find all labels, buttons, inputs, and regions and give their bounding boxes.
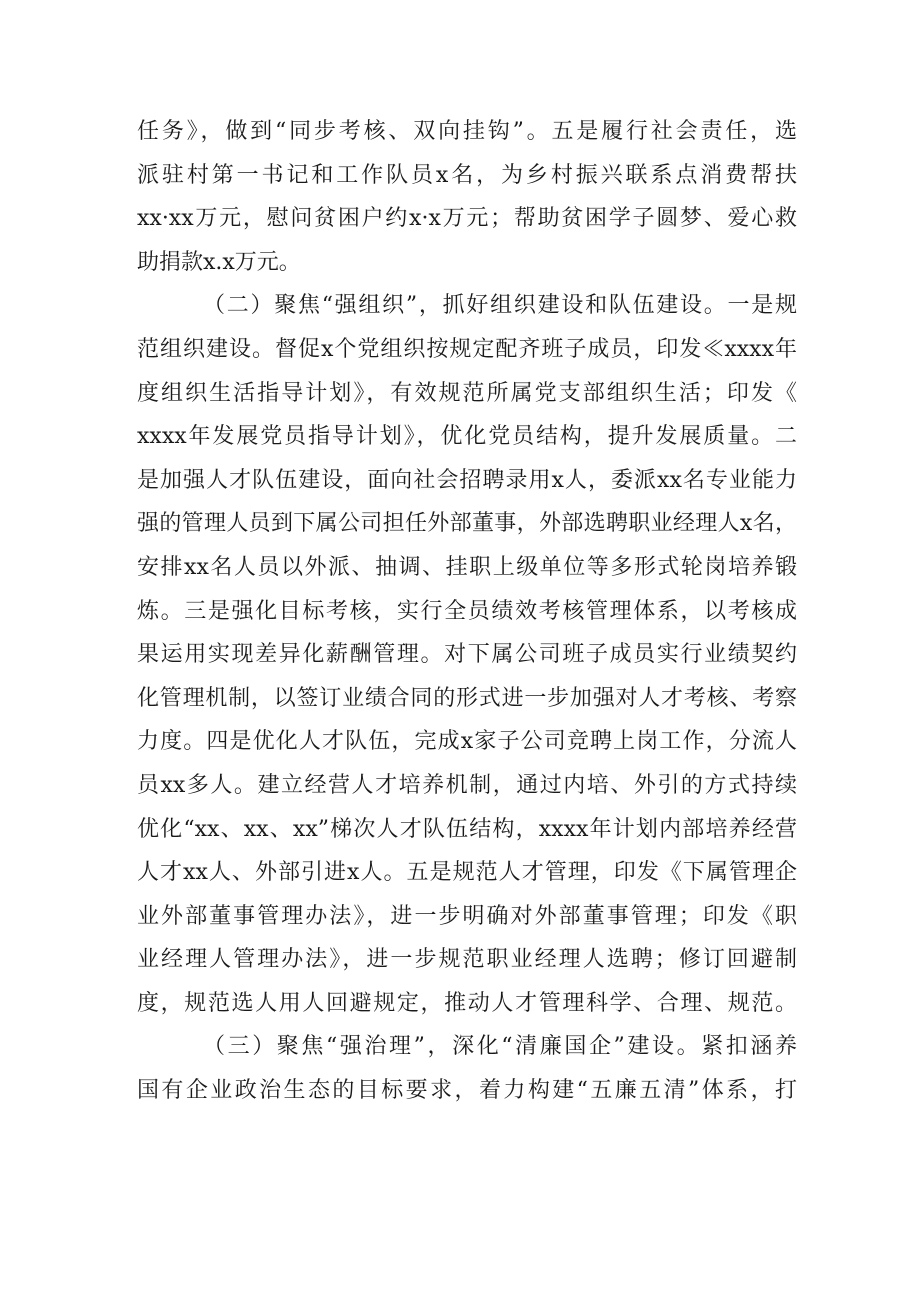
text-line: 员xx多人。建立经营人才培养机制，通过内培、外引的方式持续 bbox=[137, 772, 797, 798]
text-line: 炼。三是强化目标考核，实行全员绩效考核管理体系，以考核成 bbox=[137, 598, 797, 624]
body-text bbox=[137, 110, 797, 1113]
text-line: 度，规范选人用人回避规定，推动人才管理科学、合理、规范。 bbox=[137, 990, 797, 1016]
paragraph-end-line: 助捐款x.x万元。 bbox=[137, 249, 301, 275]
text-line: 范组织建设。督促x个党组织按规定配齐班子成员，印发≪xxxx年 bbox=[137, 336, 797, 362]
text-line: 派驻村第一书记和工作队员x名，为乡村振兴联系点消费帮扶 bbox=[137, 162, 797, 188]
text-line: 业经理人管理办法》，进一步规范职业经理人选聘；修订回避制 bbox=[137, 947, 797, 973]
text-line: 任务》，做到“同步考核、双向挂钩”。五是履行社会责任，选 bbox=[137, 119, 797, 144]
text-line: 化管理机制，以签订业绩合同的形式进一步加强对人才考核、考察 bbox=[137, 685, 797, 711]
text-line: 安排xx名人员以外派、抽调、挂职上级单位等多形式轮岗培养锻 bbox=[137, 554, 797, 580]
text-line: 人才xx人、外部引进x人。五是规范人才管理，印发《下属管理企 bbox=[137, 860, 797, 886]
paragraph-first-line: （二）聚焦“强组织”，抓好组织建设和队伍建设。一是规 bbox=[203, 293, 797, 319]
text-line: 力度。四是优化人才队伍，完成x家子公司竞聘上岗工作，分流人 bbox=[137, 729, 797, 755]
text-line: 业外部董事管理办法》，进一步明确对外部董事管理；印发《职 bbox=[137, 903, 797, 929]
text-line: xx·xx万元，慰问贫困户约x·x万元；帮助贫困学子圆梦、爱心救 bbox=[137, 206, 797, 232]
text-line: 是加强人才队伍建设，面向社会招聘录用x人，委派xx名专业能力 bbox=[137, 467, 797, 493]
text-line: 强的管理人员到下属公司担任外部董事，外部选聘职业经理人x名， bbox=[137, 511, 797, 537]
text-line: 果运用实现差异化薪酬管理。对下属公司班子成员实行业绩契约 bbox=[137, 642, 797, 668]
text-line: 国有企业政治生态的目标要求，着力构建“五廉五清”体系，打 bbox=[137, 1078, 797, 1104]
text-line: 优化“xx、xx、xx”梯次人才队伍结构，xxxx年计划内部培养经营 bbox=[137, 816, 797, 842]
text-line: 度组织生活指导计划》，有效规范所属党支部组织生活；印发《 bbox=[137, 380, 797, 406]
text-line: xxxx年发展党员指导计划》，优化党员结构，提升发展质量。二 bbox=[137, 424, 797, 450]
paragraph-first-line: （三）聚焦“强治理”，深化“清廉国企”建设。紧扣涵养 bbox=[203, 1034, 797, 1060]
